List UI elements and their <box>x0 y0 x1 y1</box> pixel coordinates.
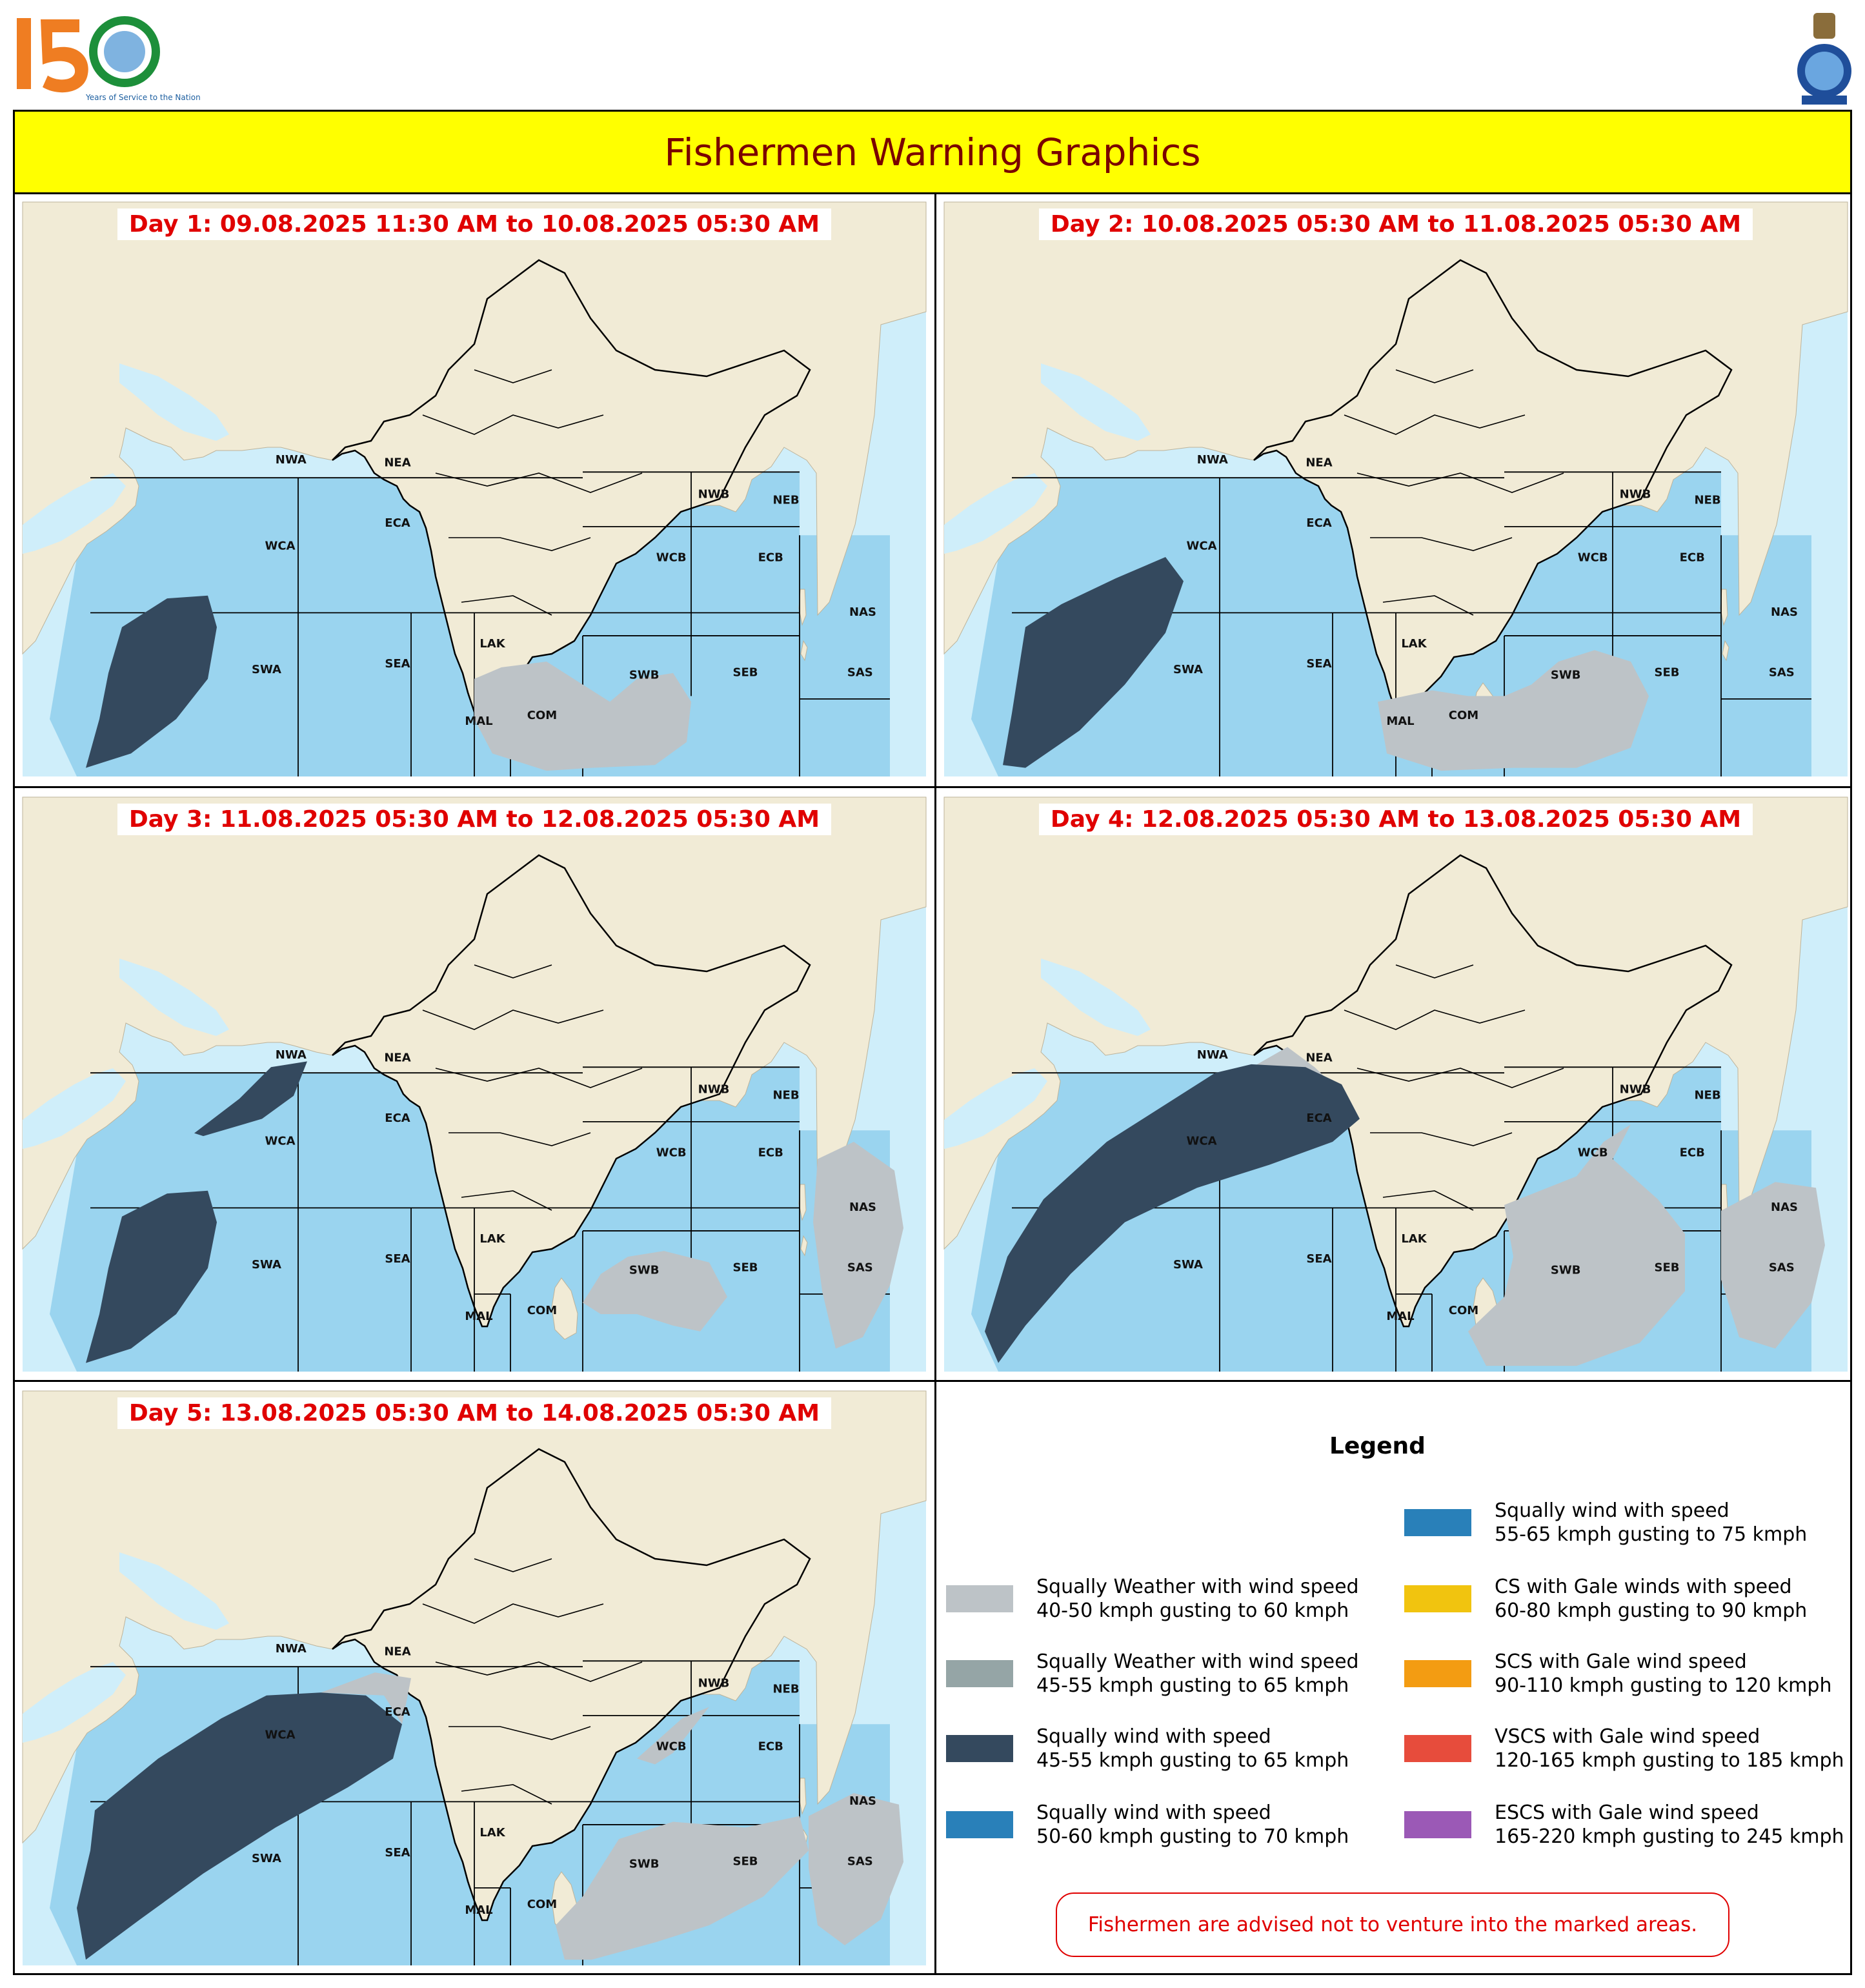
region-label-sas: SAS <box>847 1261 873 1275</box>
region-label-wca: WCA <box>1186 539 1217 553</box>
region-label-wcb: WCB <box>1577 1146 1608 1160</box>
logo-tagline: Years of Service to the Nation <box>86 93 201 102</box>
day-2-map <box>944 202 1848 776</box>
day-1-label: Day 1: 09.08.2025 11:30 AM to 10.08.2025 05:30 AM <box>117 208 831 240</box>
legend-item-scs-gale <box>1404 1650 1831 1698</box>
logo-digit-one <box>17 18 31 89</box>
legend-title: Legend <box>1329 1433 1426 1459</box>
region-label-mal: MAL <box>465 1309 493 1323</box>
region-label-wcb: WCB <box>656 1146 687 1160</box>
legend-swatch <box>946 1660 1013 1687</box>
region-label-seb: SEB <box>732 665 758 680</box>
region-label-sas: SAS <box>1768 1261 1795 1275</box>
legend-label <box>1036 1725 1349 1772</box>
region-label-lak: LAK <box>479 1232 505 1246</box>
day-4-label: Day 4: 12.08.2025 05:30 AM to 13.08.2025 05:30 AM <box>1039 804 1753 835</box>
legend-label <box>1495 1499 1807 1547</box>
divider-vertical <box>934 194 936 1975</box>
region-label-swb: SWB <box>629 668 660 682</box>
region-label-swb: SWB <box>1550 668 1581 682</box>
page-title: Fishermen Warning Graphics <box>664 130 1201 174</box>
region-label-eca: ECA <box>1306 516 1332 530</box>
day-3-panel <box>23 797 926 1372</box>
andaman-sea-area <box>800 535 890 776</box>
legend-item-squally-weather-40-50 <box>946 1575 1359 1623</box>
region-label-ecb: ECB <box>758 1146 783 1160</box>
legend-item-cs-gale <box>1404 1575 1807 1623</box>
region-label-wcb: WCB <box>656 551 687 565</box>
region-label-eca: ECA <box>385 1111 410 1125</box>
legend-item-squally-wind-50-60 <box>946 1801 1349 1849</box>
legend-swatch <box>1404 1811 1471 1838</box>
legend-label <box>1495 1801 1844 1849</box>
region-label-nea: NEA <box>1306 456 1333 470</box>
legend-label <box>1036 1801 1349 1849</box>
legend-swatch <box>946 1811 1013 1838</box>
region-label-neb: NEB <box>1694 493 1721 507</box>
legend-item-escs-gale <box>1404 1801 1844 1849</box>
legend-label-line2: 60-80 kmph gusting to 90 kmph <box>1495 1599 1808 1622</box>
region-label-com: COM <box>527 1898 558 1911</box>
region-label-swa: SWA <box>1173 1257 1203 1272</box>
imd-emblem-logo <box>1795 12 1853 107</box>
region-label-mal: MAL <box>465 714 493 728</box>
region-label-seb: SEB <box>732 1261 758 1275</box>
region-label-eca: ECA <box>385 516 410 530</box>
legend-item-vscs-gale <box>1404 1725 1844 1772</box>
region-label-nwb: NWB <box>698 1082 730 1097</box>
region-label-nas: NAS <box>1771 605 1798 619</box>
legend-label-line1: ESCS with Gale wind speed <box>1495 1801 1759 1824</box>
region-label-eca: ECA <box>385 1705 410 1719</box>
region-label-wca: WCA <box>265 1134 296 1148</box>
region-label-seb: SEB <box>1654 1261 1680 1275</box>
region-label-wca: WCA <box>265 1728 296 1742</box>
region-label-nwa: NWA <box>275 1048 307 1062</box>
region-label-swa: SWA <box>1173 662 1203 676</box>
region-label-ecb: ECB <box>1679 551 1705 565</box>
legend-label <box>1495 1725 1844 1772</box>
region-label-nas: NAS <box>849 605 876 619</box>
legend-label-line1: CS with Gale winds with speed <box>1495 1576 1792 1598</box>
region-label-swa: SWA <box>252 1257 281 1272</box>
region-label-nwa: NWA <box>1196 452 1228 467</box>
region-label-nea: NEA <box>384 1645 411 1659</box>
day-4-panel <box>944 797 1848 1372</box>
region-label-wca: WCA <box>265 539 296 553</box>
day-2-label: Day 2: 10.08.2025 05:30 AM to 11.08.2025 05:30 AM <box>1039 208 1753 240</box>
region-label-mal: MAL <box>1386 714 1415 728</box>
region-label-sas: SAS <box>847 665 873 680</box>
day-1-map <box>23 202 926 776</box>
lion-capital-icon <box>1813 13 1835 39</box>
region-label-mal: MAL <box>465 1903 493 1917</box>
region-label-com: COM <box>527 709 558 722</box>
region-label-eca: ECA <box>1306 1111 1332 1125</box>
region-label-swb: SWB <box>629 1857 660 1871</box>
day-3-map <box>23 797 926 1372</box>
region-label-nas: NAS <box>849 1794 876 1808</box>
region-label-ecb: ECB <box>1679 1146 1705 1160</box>
region-label-nwb: NWB <box>698 487 730 502</box>
legend-label-line1: SCS with Gale wind speed <box>1495 1650 1747 1673</box>
legend-label <box>1036 1575 1359 1623</box>
globe-icon <box>104 31 145 72</box>
region-label-neb: NEB <box>772 493 800 507</box>
region-label-nwa: NWA <box>275 452 307 467</box>
region-label-swb: SWB <box>629 1263 660 1277</box>
day-5-panel <box>23 1391 926 1965</box>
region-label-wcb: WCB <box>1577 551 1608 565</box>
legend-label-line1: Squally wind with speed <box>1036 1801 1271 1824</box>
divider-row-2 <box>15 1380 1850 1382</box>
legend-swatch <box>1404 1735 1471 1762</box>
legend-label <box>1495 1650 1831 1698</box>
advisory-text: Fishermen are advised not to venture into the marked areas. <box>1087 1913 1698 1936</box>
legend-item-squally-wind-55-65 <box>1404 1499 1807 1547</box>
region-label-lak: LAK <box>1401 1232 1427 1246</box>
region-label-seb: SEB <box>1654 665 1680 680</box>
title-bar <box>15 112 1850 194</box>
region-label-nas: NAS <box>1771 1200 1798 1214</box>
region-label-wcb: WCB <box>656 1740 687 1754</box>
region-label-neb: NEB <box>1694 1088 1721 1102</box>
region-label-com: COM <box>1448 1304 1479 1317</box>
day-1-panel <box>23 202 926 776</box>
legend-label-line2: 120-165 kmph gusting to 185 kmph <box>1495 1749 1844 1772</box>
region-label-sea: SEA <box>1306 656 1332 671</box>
legend-item-squally-wind-45-55 <box>946 1725 1349 1772</box>
legend-label-line2: 165-220 kmph gusting to 245 kmph <box>1495 1825 1844 1848</box>
legend-item-squally-weather-45-55 <box>946 1650 1359 1698</box>
region-label-nwb: NWB <box>1619 1082 1651 1097</box>
legend-label <box>1495 1575 1807 1623</box>
legend-label-line1: Squally Weather with wind speed <box>1036 1650 1359 1673</box>
legend-swatch <box>1404 1509 1471 1536</box>
region-label-nea: NEA <box>384 1051 411 1065</box>
region-label-swb: SWB <box>1550 1263 1581 1277</box>
region-label-nwa: NWA <box>275 1641 307 1656</box>
region-label-seb: SEB <box>732 1854 758 1869</box>
legend-swatch <box>1404 1660 1471 1687</box>
day-4-map <box>944 797 1848 1372</box>
legend-label-line2: 45-55 kmph gusting to 65 kmph <box>1036 1674 1349 1697</box>
legend-swatch <box>946 1585 1013 1612</box>
region-label-sea: SEA <box>1306 1252 1332 1266</box>
legend-label-line1: Squally Weather with wind speed <box>1036 1576 1359 1598</box>
legend-swatch <box>946 1735 1013 1762</box>
day-5-map <box>23 1391 926 1965</box>
region-label-nas: NAS <box>849 1200 876 1214</box>
region-label-sea: SEA <box>385 656 410 671</box>
region-label-sas: SAS <box>847 1854 873 1869</box>
region-label-wca: WCA <box>1186 1134 1217 1148</box>
divider-row-1 <box>15 786 1850 788</box>
region-label-lak: LAK <box>479 1825 505 1840</box>
legend-label <box>1036 1650 1359 1698</box>
region-label-swa: SWA <box>252 662 281 676</box>
day-2-panel <box>944 202 1848 776</box>
legend-label-line1: Squally wind with speed <box>1036 1725 1271 1748</box>
region-label-com: COM <box>1448 709 1479 722</box>
region-label-mal: MAL <box>1386 1309 1415 1323</box>
day-5-label: Day 5: 13.08.2025 05:30 AM to 14.08.2025 05:30 AM <box>117 1397 831 1429</box>
legend-label-line2: 55-65 kmph gusting to 75 kmph <box>1495 1523 1808 1546</box>
region-label-sea: SEA <box>385 1845 410 1860</box>
legend-label-line2: 45-55 kmph gusting to 65 kmph <box>1036 1749 1349 1772</box>
region-label-neb: NEB <box>772 1088 800 1102</box>
legend-label-line2: 40-50 kmph gusting to 60 kmph <box>1036 1599 1349 1622</box>
region-label-nwb: NWB <box>1619 487 1651 502</box>
region-label-ecb: ECB <box>758 1740 783 1754</box>
region-label-com: COM <box>527 1304 558 1317</box>
day-3-label: Day 3: 11.08.2025 05:30 AM to 12.08.2025 05:30 AM <box>117 804 831 835</box>
region-label-nwb: NWB <box>698 1676 730 1690</box>
region-label-swa: SWA <box>252 1851 281 1865</box>
legend-label-line1: VSCS with Gale wind speed <box>1495 1725 1760 1748</box>
region-label-ecb: ECB <box>758 551 783 565</box>
logo-digit-five <box>41 19 88 92</box>
legend-label-line2: 50-60 kmph gusting to 70 kmph <box>1036 1825 1349 1848</box>
legend-swatch <box>1404 1585 1471 1612</box>
region-label-nea: NEA <box>1306 1051 1333 1065</box>
legend-label-line2: 90-110 kmph gusting to 120 kmph <box>1495 1674 1832 1697</box>
imd-150-years-logo <box>12 12 201 108</box>
region-label-lak: LAK <box>479 636 505 651</box>
advisory-box <box>1056 1892 1729 1957</box>
region-label-nea: NEA <box>384 456 411 470</box>
legend-label-line1: Squally wind with speed <box>1495 1499 1729 1522</box>
region-label-nwa: NWA <box>1196 1048 1228 1062</box>
andaman-sea-area <box>1721 535 1811 776</box>
region-label-sea: SEA <box>385 1252 410 1266</box>
region-label-sas: SAS <box>1768 665 1795 680</box>
region-label-lak: LAK <box>1401 636 1427 651</box>
region-label-neb: NEB <box>772 1682 800 1696</box>
